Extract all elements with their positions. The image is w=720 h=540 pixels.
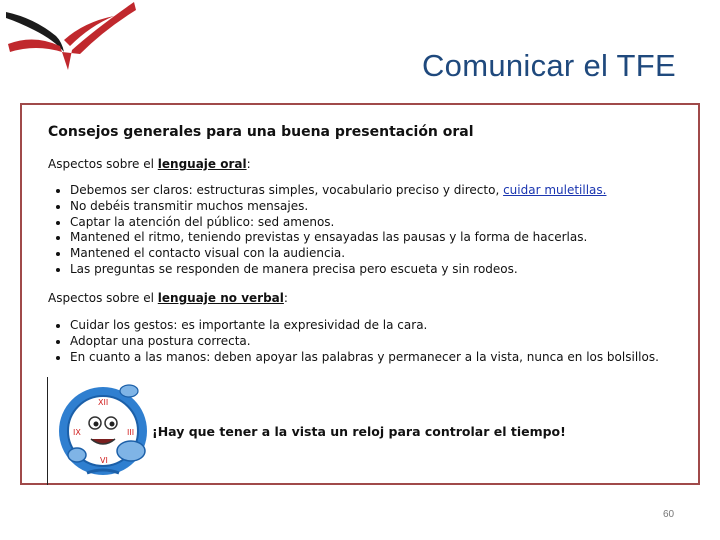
nonverbal-label-suffix: :	[283, 291, 288, 305]
oral-label-emphasis: lenguaje oral	[157, 157, 247, 171]
list-item: • Captar la atención del público: sed amenos.	[70, 215, 606, 231]
list-item-text: Debemos ser claros: estructuras simples, vocabulario preciso y directo,	[70, 183, 504, 197]
list-item: • Adoptar una postura correcta.	[70, 334, 659, 350]
oral-section-label	[48, 157, 251, 171]
nonverbal-label-prefix: Aspectos sobre el	[48, 291, 158, 305]
page-number: 60	[663, 509, 675, 520]
list-item: • No debéis transmitir muchos mensajes.	[70, 199, 606, 215]
list-item: • Las preguntas se responden de manera precisa pero escueta y sin rodeos.	[70, 262, 606, 278]
muletillas-link[interactable]: cuidar muletillas.	[503, 183, 607, 197]
nonverbal-list	[48, 318, 659, 365]
svg-text:III: III	[127, 428, 135, 437]
content-box	[20, 103, 700, 485]
list-item	[70, 183, 606, 199]
oral-label-prefix: Aspectos sobre el	[48, 157, 158, 171]
nonverbal-label-emphasis: lenguaje no verbal	[157, 291, 284, 305]
list-item: • Mantened el contacto visual con la audiencia.	[70, 246, 606, 262]
svg-text:IX: IX	[73, 428, 81, 437]
svg-text:VI: VI	[100, 456, 108, 465]
content-heading: Consejos generales para una buena presentación oral	[48, 124, 474, 140]
list-item: • Cuidar los gestos: es importante la expresividad de la cara.	[70, 318, 659, 334]
divider-line	[47, 377, 48, 485]
clock-icon	[57, 381, 152, 479]
oral-label-suffix: :	[246, 157, 251, 171]
list-item: • En cuanto a las manos: deben apoyar las palabras y permanecer a la vista, nunca en los bolsillos.	[70, 350, 659, 366]
oral-list	[48, 183, 606, 278]
clock-note: ¡Hay que tener a la vista un reloj para controlar el tiempo!	[152, 424, 566, 439]
university-logo-icon	[4, 0, 138, 72]
slide-title: Comunicar el TFE	[421, 48, 676, 83]
nonverbal-section-label	[48, 291, 288, 305]
svg-text:XII: XII	[98, 398, 109, 407]
list-item: • Mantened el ritmo, teniendo previstas y ensayadas las pausas y la forma de hacerlas.	[70, 230, 606, 246]
